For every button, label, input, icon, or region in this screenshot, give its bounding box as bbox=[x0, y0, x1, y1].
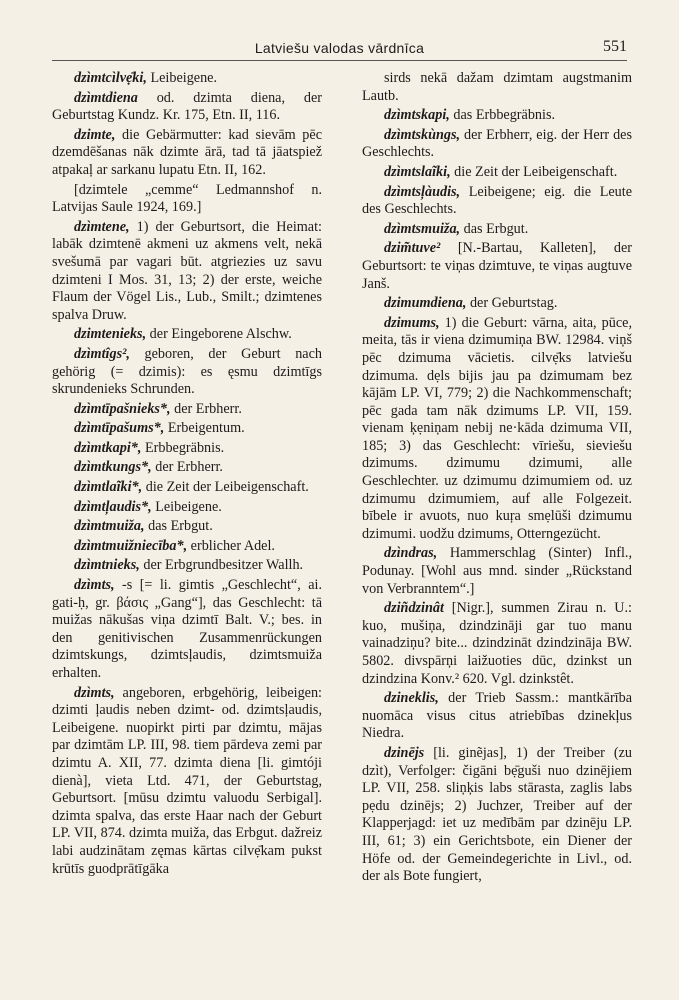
entry-definition: die Zeit der Leibeigenschaft. bbox=[142, 479, 309, 496]
entry-definition: angeboren, erbgehörig, leibeigen: dzimti ļaudis neben dzimt- od. dzimtsļaudis, Leibeigene. nuopirkt pirti par dzimtu, mājas par dzimtām LP. III, 98. tiem pārdeva zemi par dzimtu A. XII, 77. dzimta diena [li. gimtóji dienà], vieta Ltd. 471, der Geburtstag, Geburtsort. [mūsu dzimtu valuodu Serbigal]. dzimta spalva, das erste Haar nach der Geburt LP. VII, 874. dzimta muiža, das Erbgut. dažreiz labi audzinātam zęmas kārtas cilvẹ̄kam pukst krūtīs guodprātīgāka bbox=[52, 684, 323, 877]
entry-definition: od. dzimta diena, der Geburtstag Kundz. Kr. 175, Etn. II, 116. bbox=[52, 89, 322, 124]
dictionary-entry bbox=[362, 745, 632, 886]
entry-headword: dzìmtkungs*, bbox=[74, 459, 152, 476]
entry-definition: [li. ginẽjas], 1) der Treiber (zu dzìt), Verfolger: čigāni bẹ̄guši nuo dzinējiem LP. VII, 258. sliņķis labs stārasta, zaglis labs pẹdu dzinējs; 2) Juchzer, Treiber auf der Klapperjagd: iet uz medībām par dzinēju LP. III, 61; 3) ein Gerichtsbote, ein Diener der Höfe od. der Gemeindegerichte in Livl., od. der als Bote fungiert, bbox=[362, 744, 632, 885]
entry-definition: der Trieb Sassm.: mantkārība nuomāca visus citus atriebības dzinekļus Niedra. bbox=[362, 690, 632, 742]
entry-headword: dzinējs bbox=[384, 744, 425, 761]
entry-definition: Erbeigentum. bbox=[164, 420, 245, 437]
entry-definition: die Zeit der Leibeigenschaft. bbox=[450, 163, 618, 180]
dictionary-entry bbox=[52, 538, 322, 556]
dictionary-entry bbox=[52, 499, 322, 517]
left-column bbox=[52, 70, 322, 880]
dictionary-entry bbox=[52, 577, 322, 683]
right-column bbox=[362, 70, 632, 888]
dictionary-entry bbox=[362, 315, 632, 544]
dictionary-entry bbox=[52, 90, 322, 125]
dictionary-entry bbox=[362, 240, 632, 293]
entry-headword: dzìmtļaudis*, bbox=[74, 498, 152, 515]
dictionary-entry bbox=[52, 459, 322, 477]
entry-headword: dzìmtsmuiža, bbox=[384, 220, 461, 237]
entry-definition: Erbbegräbnis. bbox=[141, 439, 225, 456]
entry-headword: dzìmtīpašums*, bbox=[74, 420, 165, 437]
dictionary-entry bbox=[362, 164, 632, 182]
entry-definition: der Erbgrundbesitzer Wallh. bbox=[139, 557, 304, 574]
dictionary-entry bbox=[52, 346, 322, 399]
entry-definition: [N.-Bartau, Kalleten], der Geburtsort: te viņas dzimtuve, te viņas augtuve Janš. bbox=[362, 240, 632, 292]
dictionary-entry bbox=[52, 518, 322, 536]
dictionary-entry bbox=[52, 182, 322, 217]
entry-headword: dzìmtsļàudis, bbox=[384, 183, 461, 200]
entry-definition: der Geburtstag. bbox=[466, 295, 558, 312]
entry-definition: [dzimtele „cemme“ Ledmannshof n. Latvijas Saule 1924, 169.] bbox=[52, 181, 322, 216]
entry-headword: dzìmtmuiža, bbox=[74, 518, 145, 535]
entry-headword: dzimtenieks, bbox=[74, 326, 147, 343]
dictionary-entry bbox=[52, 401, 322, 419]
entry-headword: dzìmtlaĩki*, bbox=[74, 479, 143, 496]
dictionary-entry bbox=[362, 295, 632, 313]
entry-definition: erblicher Adel. bbox=[187, 537, 275, 554]
entry-definition: Hammerschlag (Sinter) Infl., Podunay. [Wohl aus mnd. sinder „Rückstand von Verbranntem“.] bbox=[362, 545, 632, 597]
entry-headword: dzìndras, bbox=[384, 545, 438, 562]
entry-headword: dzìmtene, bbox=[74, 218, 130, 235]
entry-definition: der Erbherr. bbox=[170, 400, 242, 417]
dictionary-entry bbox=[362, 221, 632, 239]
dictionary-entry bbox=[362, 545, 632, 598]
entry-headword: dzìmtcìlvẹ̄ki, bbox=[74, 70, 147, 86]
dictionary-entry bbox=[52, 70, 322, 88]
entry-definition: geboren, der Geburt nach gehörig (= dzimis): es ęsmu dzimtīgs skrundenieks Schrunden. bbox=[52, 345, 322, 398]
entry-definition: sirds nekā dažam dzimtam augstmanim Lautb. bbox=[362, 70, 632, 104]
entry-definition: Leibeigene. bbox=[146, 70, 218, 86]
page-header bbox=[52, 38, 627, 61]
entry-headword: dzìmtskapi, bbox=[384, 107, 450, 124]
dictionary-entry bbox=[52, 557, 322, 575]
dictionary-entry bbox=[362, 70, 632, 105]
entry-definition: der Erbherr, eig. der Herr des Geschlechts. bbox=[362, 126, 632, 161]
entry-definition: das Erbgut. bbox=[144, 518, 213, 535]
entry-headword: dzìmts, bbox=[74, 684, 115, 701]
entry-headword: dzìmtmuižniecība*, bbox=[74, 537, 188, 554]
entry-headword: dzimums, bbox=[384, 314, 440, 331]
entry-definition: die Gebärmutter: kad sievām pēc dzemdēšanas nāk dzimte ārā, tad tā jāatspiež atpakaļ ar sarkanu lupatu Etn. II, 162. bbox=[52, 126, 322, 178]
entry-definition: 1) die Geburt: vārna, aita, pūce, meita, tās ir viena dzimumiņa BW. 12984. viņš pēc dzimuma vācietis. cilvẹ̄ks latviešu dzimuma. dẹls bijis jau pa dzimumam bez kājām LP. VI, 779; 2) die Nachkommenschaft; pēc gada tam nāk dzimums LP. VII, 159. vienam ķẹniņam nebij ne·kāda dzimuma VII, 185; 3) das Geschlecht: vīriešu, sieviešu dzimums. dzimumu dzimumi, alle Geschlechter. uz dzimumu dzimumiem od. uz dzimumu dzimumiem, auf alle Folgezeit. bībele ir avuots, nuo kuŗa smẹlūši dzimumu dzimumi. uodžu dzimums, Otterngezücht. bbox=[362, 314, 632, 542]
entry-definition: der Erbherr. bbox=[151, 459, 223, 476]
entry-definition: Leibeigene; eig. die Leute des Geschlechts. bbox=[362, 183, 632, 218]
entry-headword: dzimte, bbox=[74, 126, 116, 143]
page-number: 551 bbox=[603, 38, 627, 55]
entry-headword: dzìmtnieks, bbox=[74, 557, 140, 574]
dictionary-entry bbox=[362, 107, 632, 125]
entry-definition: -s [= li. gimtis „Geschlecht“, ai. gati-ḥ, gr. βάσις „Gang“], das Geschlecht: tā muižas nākušas viņa dzimtī Balt. V.; bes. in den genitivischen Zusammenrückungen dzimtskungs, dzimtsļaudis, dzimtsmuiža erhalten. bbox=[52, 577, 322, 681]
entry-definition: [Nigr.], summen Zirau n. U.: kuo, mušiņa, dzindzināji gar tuo manu vainadziņu? bite... dzindzināt dzindzināja BW. 5802. divspārņi laižuoties dūc, dzinkst un dzindzina Konv.² 620. Vgl. dzinkstêt. bbox=[362, 600, 632, 687]
entry-headword: dzìmtīpašnieks*, bbox=[74, 400, 171, 417]
entry-headword: dzineklis, bbox=[384, 690, 439, 707]
dictionary-entry bbox=[52, 420, 322, 438]
entry-definition: der Eingeborene Alschw. bbox=[146, 326, 292, 343]
dictionary-entry bbox=[52, 127, 322, 180]
dictionary-entry bbox=[362, 690, 632, 743]
dictionary-entry bbox=[52, 326, 322, 344]
entry-headword: dzìmts, bbox=[74, 577, 115, 594]
entry-headword: dzimumdiena, bbox=[384, 295, 467, 312]
entry-headword: dziñdzinât bbox=[384, 600, 444, 617]
entry-headword: dzìmtslaĩki, bbox=[384, 163, 451, 180]
dictionary-entry bbox=[52, 479, 322, 497]
dictionary-entry bbox=[52, 440, 322, 458]
entry-headword: dzìmtîgs², bbox=[74, 345, 130, 362]
entry-definition: das Erbbegräbnis. bbox=[449, 107, 556, 124]
dictionary-entry bbox=[52, 685, 322, 879]
dictionary-entry bbox=[362, 600, 632, 688]
dictionary-entry bbox=[362, 127, 632, 162]
dictionary-entry bbox=[52, 219, 322, 325]
entry-definition: Leibeigene. bbox=[151, 498, 222, 515]
entry-definition: das Erbgut. bbox=[460, 220, 529, 237]
entry-headword: dzìmtskùngs, bbox=[384, 126, 461, 143]
entry-headword: dzìmtdiena bbox=[74, 89, 138, 106]
page-title: Latviešu valodas vārdnīca bbox=[254, 40, 425, 56]
entry-headword: dzim̃tuve² bbox=[384, 240, 441, 257]
dictionary-entry bbox=[362, 184, 632, 219]
entry-definition: 1) der Geburtsort, die Heimat: labāk dzimtenē akmeni uz akmens velt, nekā svešumā par vagari būt. atgriezies uz savu dzimteni I Mos. 31, 13; 2) der erste, weiche Flaum der Vögel Lis., Lub., Smilt.; dzimtenes spalva Druw. bbox=[52, 218, 322, 323]
entry-headword: dzìmtkapi*, bbox=[74, 439, 142, 456]
